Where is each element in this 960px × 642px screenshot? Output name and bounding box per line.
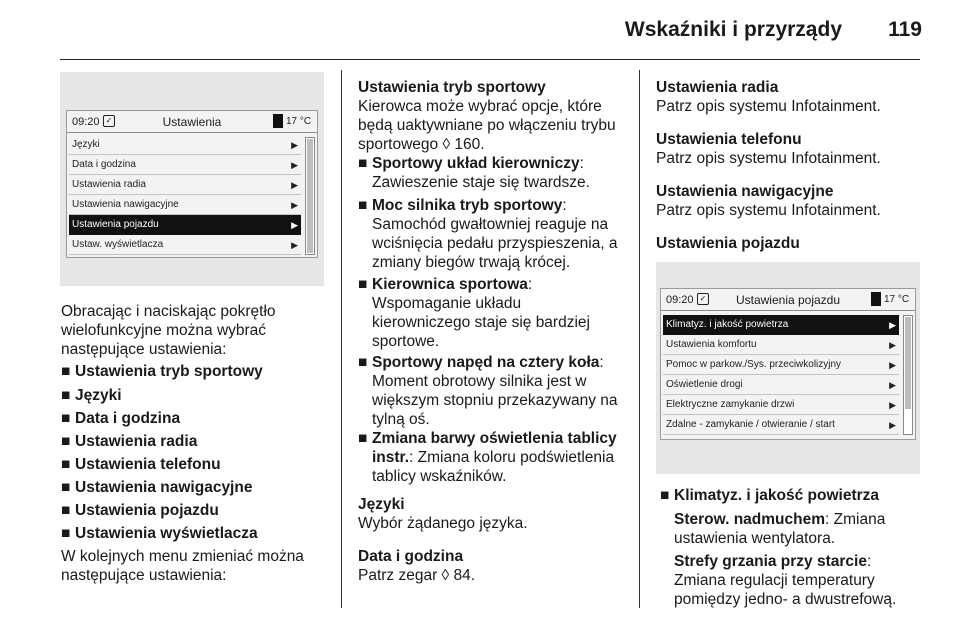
bullet-square-icon: ■ [61,479,71,496]
menu-item[interactable] [663,395,899,415]
section-heading: Ustawienia radia [656,79,779,96]
sub-item-term: Sterow. nadmuchem [674,511,826,528]
screen-2-temp: 17 °C [884,294,910,305]
scrollbar-thumb[interactable] [905,317,911,409]
section-paragraph: Patrz opis systemu Infotainment. [656,98,881,115]
list-item-label: Data i godzina [75,410,181,427]
clock-icon: ✓ [697,293,709,305]
screen-2-frame [656,262,920,474]
menu-item[interactable] [663,415,899,435]
list-item-term: Sportowy napęd na cztery koła [372,354,600,371]
section-paragraph: Patrz opis systemu Infotainment. [656,150,881,167]
column-divider-2 [639,70,640,608]
chevron-right-icon: ▶ [291,160,298,170]
menu-item-label: Ustawienia nawigacyjne [72,199,179,210]
bullet-square-icon: ■ [358,430,368,447]
section-paragraph: Kierowca może wybrać opcje, które będą uaktywniane po włączeniu trybu sportowego ◊ 160. [358,98,616,153]
menu-item-label: Klimatyz. i jakość powietrza [666,319,789,330]
screen-1 [66,110,318,258]
sub-item-text: : Zmiana regulacji temperatury pomiędzy jedno- a dwustrefową. [674,553,897,608]
menu-item[interactable] [69,175,301,195]
list-item-text-cont: tablicy wskaźników. [372,468,507,485]
section-paragraph: Wybór żądanego języka. [358,515,528,532]
screen-2-time: 09:20 [666,294,694,306]
chevron-right-icon: ▶ [889,340,896,350]
screen-2 [660,288,916,440]
list-item-text: Zawieszenie staje się twardsze. [372,174,590,191]
section-heading: Data i godzina [358,548,464,565]
menu-item[interactable] [663,355,899,375]
menu-item[interactable] [69,195,301,215]
chevron-right-icon: ▶ [291,220,298,230]
chevron-right-icon: ▶ [889,360,896,370]
bullet-square-icon: ■ [61,387,71,404]
menu-item-selected[interactable] [69,215,301,235]
list-item-term-cont: instr. [372,449,410,466]
page-header-title: Wskaźniki i przyrządy [624,18,842,41]
sub-item-text: : Zmiana ustawienia wentylatora. [674,511,886,547]
screen-1-scrollbar[interactable] [305,137,315,255]
list-item-term: Sportowy układ kierowniczy [372,155,580,172]
bullet-square-icon: ■ [358,197,368,214]
thermometer-icon [871,292,881,306]
menu-item-label: Ustawienia pojazdu [72,219,159,230]
bullet-square-icon: ■ [61,363,71,380]
chevron-right-icon: ▶ [889,420,896,430]
thermometer-icon [273,114,283,128]
bullet-square-icon: ■ [61,525,71,542]
section-heading: Ustawienia pojazdu [656,235,800,252]
section-paragraph: Patrz opis systemu Infotainment. [656,202,881,219]
bullet-square-icon: ■ [61,502,71,519]
section-heading: Ustawienia tryb sportowy [358,79,546,96]
list-item-label: Ustawienia wyświetlacza [75,525,258,542]
menu-item[interactable] [69,135,301,155]
list-item-term: Kierownica sportowa [372,276,528,293]
outro-paragraph: W kolejnych menu zmieniać można następujące ustawienia: [61,548,304,584]
bullet-square-icon: ■ [61,433,71,450]
menu-item[interactable] [69,235,301,255]
column-divider-1 [341,70,342,608]
list-item-text: : Zmiana koloru podświetlenia [409,449,615,466]
list-item-label: Ustawienia telefonu [75,456,221,473]
chevron-right-icon: ▶ [291,180,298,190]
list-item-label: Ustawienia radia [75,433,198,450]
menu-item-label: Elektryczne zamykanie drzwi [666,399,795,410]
screen-1-status-bar [67,111,317,133]
section-heading: Języki [358,496,405,513]
chevron-right-icon: ▶ [889,380,896,390]
menu-item[interactable] [663,335,899,355]
sub-item [674,510,926,548]
menu-item-label: Zdalne - zamykanie / otwieranie / start [666,419,835,430]
screen-1-title: Ustawienia [162,115,222,129]
section-heading: Ustawienia telefonu [656,131,802,148]
screen-1-temp: 17 °C [286,116,312,127]
section-heading: Ustawienia nawigacyjne [656,183,834,200]
section-paragraph: Patrz zegar ◊ 84. [358,567,476,584]
chevron-right-icon: ▶ [291,240,298,250]
sub-item-term: Strefy grzania przy starcie [674,553,867,570]
menu-item-selected[interactable] [663,315,899,335]
list-item-label: Języki [75,387,122,404]
list-item-label: Ustawienia nawigacyjne [75,479,253,496]
menu-item-label: Ustawienia komfortu [666,339,757,350]
bullet-square-icon: ■ [61,456,71,473]
menu-item-label: Ustaw. wyświetlacza [72,239,164,250]
list-item-term: Zmiana barwy oświetlenia tablicy [372,430,617,447]
menu-item[interactable] [69,155,301,175]
menu-item-label: Ustawienia radia [72,179,146,190]
chevron-right-icon: ▶ [291,200,298,210]
screen-2-status-bar [661,289,915,311]
screen-2-scrollbar[interactable] [903,315,913,435]
list-item-text: Wspomaganie układu kierowniczego staje się bardziej sportowe. [372,295,590,350]
screen-2-title: Ustawienia pojazdu [735,293,841,307]
bullet-square-icon: ■ [358,354,368,371]
chevron-right-icon: ▶ [889,320,896,330]
list-item-label: Ustawienia tryb sportowy [75,363,263,380]
header-rule [60,59,920,60]
bullet-square-icon: ■ [660,487,670,504]
menu-item-label: Języki [72,139,100,150]
list-item-term: Moc silnika tryb sportowy [372,197,563,214]
scrollbar-thumb[interactable] [307,139,313,253]
screen-1-frame [60,72,324,286]
chevron-right-icon: ▶ [291,140,298,150]
bullet-square-icon: ■ [358,155,368,172]
intro-paragraph: Obracając i naciskając pokrętło wielofunkcyjne można wybrać następujące ustawienia: [61,303,276,358]
list-item-label: Ustawienia pojazdu [75,502,219,519]
bullet-square-icon: ■ [358,276,368,293]
sub-item [674,552,926,609]
bullet-square-icon: ■ [61,410,71,427]
list-item-label: Klimatyz. i jakość powietrza [674,487,880,504]
menu-item[interactable] [663,375,899,395]
page-number: 119 [888,18,922,41]
clock-icon: ✓ [103,115,115,127]
menu-item-label: Data i godzina [72,159,136,170]
menu-item-label: Pomoc w parkow./Sys. przeciwkolizyjny [666,359,842,370]
chevron-right-icon: ▶ [889,400,896,410]
menu-item-label: Oświetlenie drogi [666,379,743,390]
screen-1-time: 09:20 [72,116,100,128]
list-item-text: Moment obrotowy silnika jest w większym stopniu przekazywany na tylną oś. [372,373,618,428]
list-item-text: Samochód gwałtowniej reaguje na wciśnięcia pedału przyspieszenia, a zmiany biegów trwają krócej. [372,216,618,271]
